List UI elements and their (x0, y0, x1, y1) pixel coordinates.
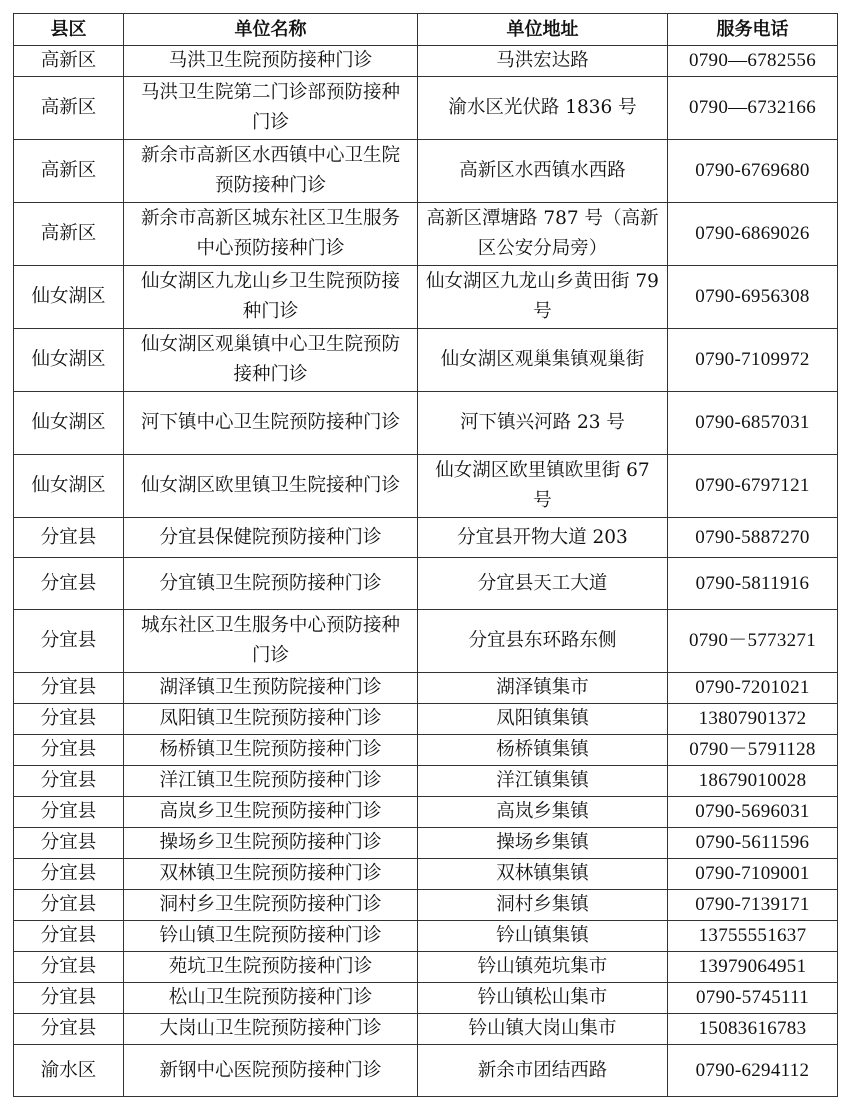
unit-name-cell: 洞村乡卫生院预防接种门诊 (124, 890, 418, 921)
district-cell: 仙女湖区 (14, 392, 124, 455)
unit-name-cell: 新钢中心医院预防接种门诊 (124, 1045, 418, 1097)
table-row (14, 1045, 838, 1097)
unit-name-cell: 松山卫生院预防接种门诊 (124, 983, 418, 1014)
address-cell: 双林镇集镇 (418, 859, 668, 890)
phone-cell: 0790-7109972 (668, 329, 838, 392)
address-cell: 分宜县开物大道 203 (418, 518, 668, 558)
unit-name-cell: 分宜县保健院预防接种门诊 (124, 518, 418, 558)
address-cell: 仙女湖区观巢集镇观巢街 (418, 329, 668, 392)
phone-cell: 18679010028 (668, 766, 838, 797)
district-cell: 高新区 (14, 140, 124, 203)
phone-cell: 0790-7109001 (668, 859, 838, 890)
phone-cell: 0790-5887270 (668, 518, 838, 558)
phone-cell: 0790-6294112 (668, 1045, 838, 1097)
table-row (14, 203, 838, 266)
district-cell: 分宜县 (14, 518, 124, 558)
address-cell: 钤山镇松山集市 (418, 983, 668, 1014)
header-district: 县区 (14, 14, 124, 46)
address-cell: 洞村乡集镇 (418, 890, 668, 921)
header-row (14, 14, 838, 46)
phone-cell: 0790-6769680 (668, 140, 838, 203)
address-cell: 马洪宏达路 (418, 46, 668, 77)
district-cell: 分宜县 (14, 1014, 124, 1045)
table-row (14, 673, 838, 704)
unit-name-cell: 分宜镇卫生院预防接种门诊 (124, 558, 418, 610)
header-service-phone: 服务电话 (668, 14, 838, 46)
address-cell: 新余市团结西路 (418, 1045, 668, 1097)
table-row (14, 859, 838, 890)
phone-cell: 0790-5811916 (668, 558, 838, 610)
table-row (14, 735, 838, 766)
table-row (14, 828, 838, 859)
vaccination-clinic-table (13, 13, 838, 1097)
phone-cell: 13807901372 (668, 704, 838, 735)
table-row (14, 77, 838, 140)
table-row (14, 455, 838, 518)
unit-name-cell: 高岚乡卫生院预防接种门诊 (124, 797, 418, 828)
district-cell: 高新区 (14, 46, 124, 77)
phone-cell: 0790-5745111 (668, 983, 838, 1014)
address-cell: 凤阳镇集镇 (418, 704, 668, 735)
unit-name-cell: 苑坑卫生院预防接种门诊 (124, 952, 418, 983)
address-cell: 分宜县东环路东侧 (418, 610, 668, 673)
district-cell: 分宜县 (14, 952, 124, 983)
table-row (14, 46, 838, 77)
table-row (14, 921, 838, 952)
address-cell: 分宜县天工大道 (418, 558, 668, 610)
district-cell: 仙女湖区 (14, 329, 124, 392)
address-cell: 钤山镇大岗山集市 (418, 1014, 668, 1045)
phone-cell: 13755551637 (668, 921, 838, 952)
table-row (14, 518, 838, 558)
address-cell: 高新区水西镇水西路 (418, 140, 668, 203)
district-cell: 分宜县 (14, 610, 124, 673)
unit-name-cell: 仙女湖区观巢镇中心卫生院预防接种门诊 (124, 329, 418, 392)
phone-cell: 0790-6956308 (668, 266, 838, 329)
table-row (14, 1014, 838, 1045)
district-cell: 分宜县 (14, 558, 124, 610)
unit-name-cell: 操场乡卫生院预防接种门诊 (124, 828, 418, 859)
phone-cell: 0790-5696031 (668, 797, 838, 828)
table-row (14, 329, 838, 392)
table-row (14, 952, 838, 983)
unit-name-cell: 仙女湖区九龙山乡卫生院预防接种门诊 (124, 266, 418, 329)
address-cell: 仙女湖区九龙山乡黄田街 79 号 (418, 266, 668, 329)
address-cell: 操场乡集镇 (418, 828, 668, 859)
address-cell: 渝水区光伏路 1836 号 (418, 77, 668, 140)
address-cell: 高岚乡集镇 (418, 797, 668, 828)
phone-cell: 0790-6869026 (668, 203, 838, 266)
table-row (14, 983, 838, 1014)
unit-name-cell: 大岗山卫生院预防接种门诊 (124, 1014, 418, 1045)
phone-cell: 0790-7139171 (668, 890, 838, 921)
address-cell: 洋江镇集镇 (418, 766, 668, 797)
table-row (14, 392, 838, 455)
unit-name-cell: 湖泽镇卫生预防院接种门诊 (124, 673, 418, 704)
table-row (14, 558, 838, 610)
table-row (14, 766, 838, 797)
address-cell: 钤山镇苑坑集市 (418, 952, 668, 983)
address-cell: 湖泽镇集市 (418, 673, 668, 704)
address-cell: 仙女湖区欧里镇欧里街 67 号 (418, 455, 668, 518)
address-cell: 河下镇兴河路 23 号 (418, 392, 668, 455)
district-cell: 分宜县 (14, 983, 124, 1014)
unit-name-cell: 仙女湖区欧里镇卫生院接种门诊 (124, 455, 418, 518)
unit-name-cell: 马洪卫生院预防接种门诊 (124, 46, 418, 77)
phone-cell: 0790-6797121 (668, 455, 838, 518)
table-row (14, 704, 838, 735)
phone-cell: 0790—6732166 (668, 77, 838, 140)
phone-cell: 0790-5611596 (668, 828, 838, 859)
table-row (14, 140, 838, 203)
district-cell: 分宜县 (14, 890, 124, 921)
district-cell: 分宜县 (14, 704, 124, 735)
district-cell: 分宜县 (14, 766, 124, 797)
district-cell: 仙女湖区 (14, 266, 124, 329)
header-unit-name: 单位名称 (124, 14, 418, 46)
district-cell: 分宜县 (14, 828, 124, 859)
phone-cell: 0790－5773271 (668, 610, 838, 673)
phone-cell: 13979064951 (668, 952, 838, 983)
phone-cell: 15083616783 (668, 1014, 838, 1045)
table-row (14, 266, 838, 329)
address-cell: 钤山镇集镇 (418, 921, 668, 952)
table-row (14, 610, 838, 673)
address-cell: 高新区潭塘路 787 号（高新区公安分局旁） (418, 203, 668, 266)
address-cell: 杨桥镇集镇 (418, 735, 668, 766)
district-cell: 分宜县 (14, 735, 124, 766)
district-cell: 仙女湖区 (14, 455, 124, 518)
district-cell: 高新区 (14, 203, 124, 266)
district-cell: 高新区 (14, 77, 124, 140)
district-cell: 分宜县 (14, 797, 124, 828)
unit-name-cell: 马洪卫生院第二门诊部预防接种门诊 (124, 77, 418, 140)
unit-name-cell: 洋江镇卫生院预防接种门诊 (124, 766, 418, 797)
unit-name-cell: 凤阳镇卫生院预防接种门诊 (124, 704, 418, 735)
district-cell: 分宜县 (14, 859, 124, 890)
header-unit-address: 单位地址 (418, 14, 668, 46)
unit-name-cell: 钤山镇卫生院预防接种门诊 (124, 921, 418, 952)
table-row (14, 797, 838, 828)
phone-cell: 0790—6782556 (668, 46, 838, 77)
unit-name-cell: 城东社区卫生服务中心预防接种门诊 (124, 610, 418, 673)
unit-name-cell: 新余市高新区城东社区卫生服务中心预防接种门诊 (124, 203, 418, 266)
unit-name-cell: 双林镇卫生院预防接种门诊 (124, 859, 418, 890)
phone-cell: 0790－5791128 (668, 735, 838, 766)
district-cell: 渝水区 (14, 1045, 124, 1097)
phone-cell: 0790-6857031 (668, 392, 838, 455)
district-cell: 分宜县 (14, 921, 124, 952)
district-cell: 分宜县 (14, 673, 124, 704)
phone-cell: 0790-7201021 (668, 673, 838, 704)
unit-name-cell: 新余市高新区水西镇中心卫生院预防接种门诊 (124, 140, 418, 203)
unit-name-cell: 杨桥镇卫生院预防接种门诊 (124, 735, 418, 766)
table-row (14, 890, 838, 921)
unit-name-cell: 河下镇中心卫生院预防接种门诊 (124, 392, 418, 455)
